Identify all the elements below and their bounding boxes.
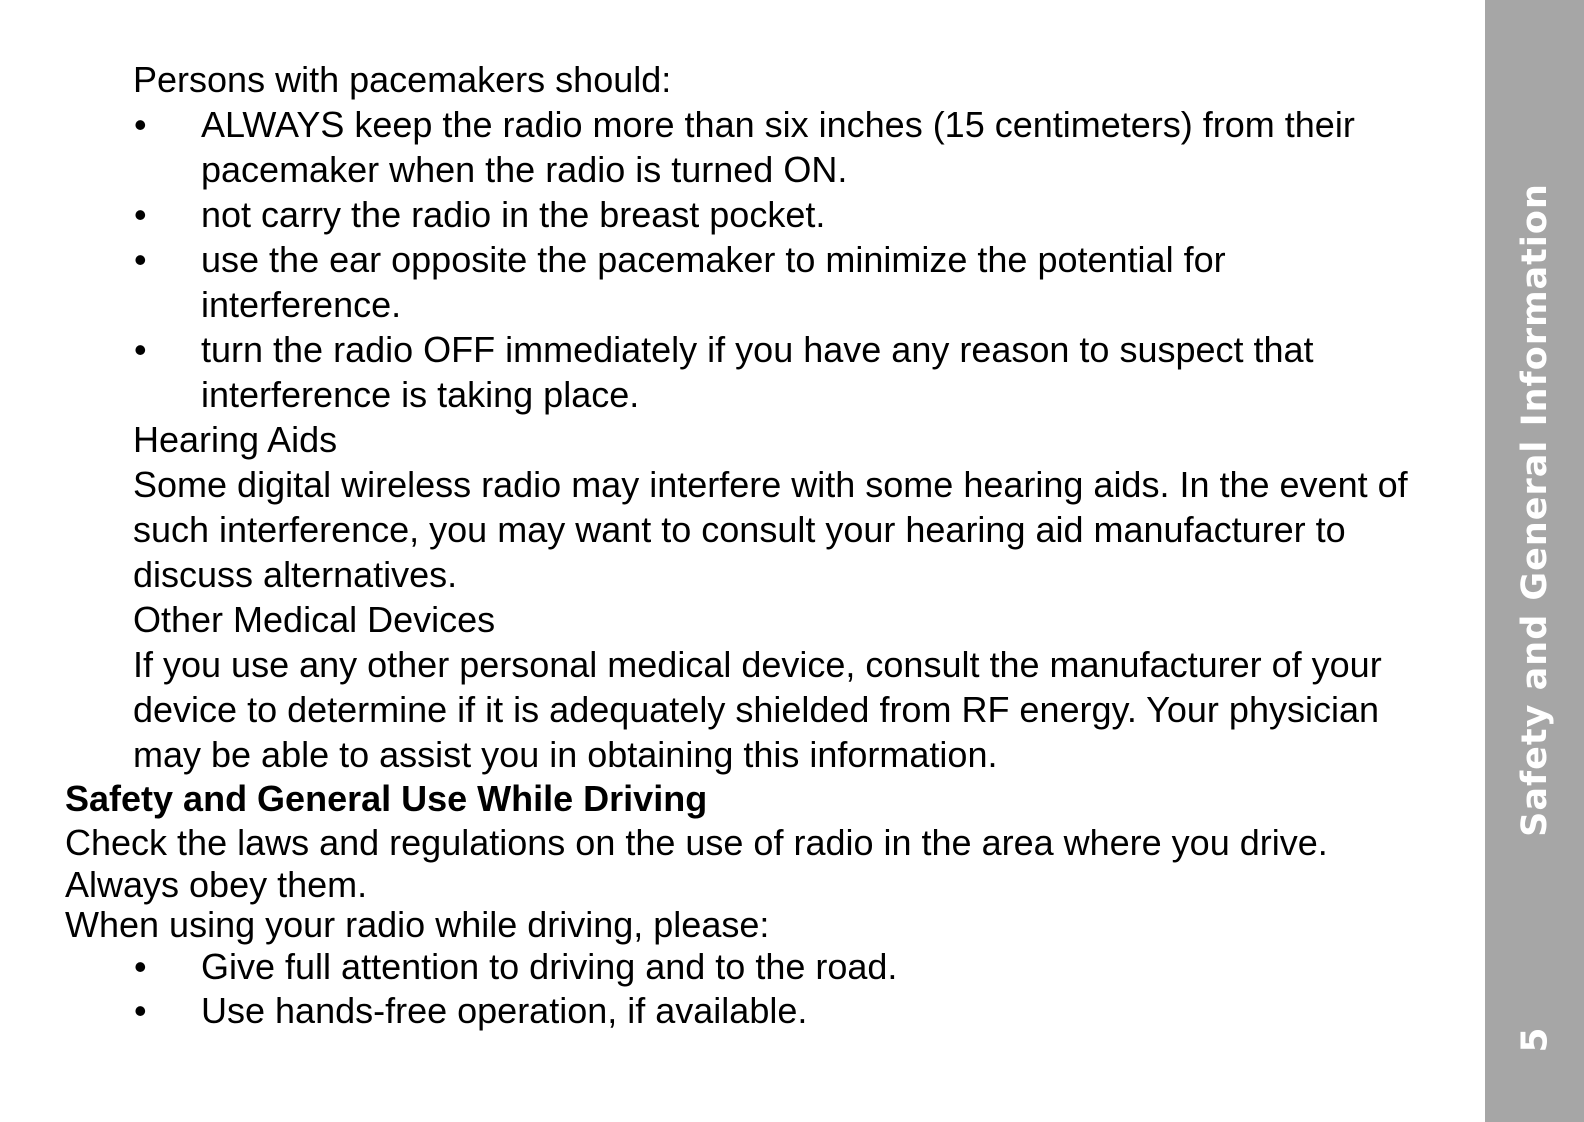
bullet-marker: • xyxy=(134,990,147,1031)
pacemaker-bullet-3-line-1: use the ear opposite the pacemaker to minimize the potential for xyxy=(201,239,1226,280)
bullet-marker: • xyxy=(134,104,147,145)
driving-bullet-1: Give full attention to driving and to the road. xyxy=(201,946,898,987)
other-devices-line-1: If you use any other personal medical device, consult the manufacturer of your xyxy=(133,644,1382,685)
section-side-tab xyxy=(1485,0,1584,1122)
bullet-marker: • xyxy=(134,329,147,370)
other-devices-line-3: may be able to assist you in obtaining this information. xyxy=(133,734,998,775)
pacemaker-bullet-3-line-2: interference. xyxy=(201,284,402,325)
driving-line-2: Always obey them. xyxy=(65,864,368,905)
driving-line-1: Check the laws and regulations on the use of radio in the area where you drive. xyxy=(65,822,1328,863)
hearing-aids-line-1: Some digital wireless radio may interfere with some hearing aids. In the event of xyxy=(133,464,1408,505)
bullet-marker: • xyxy=(134,194,147,235)
bullet-marker: • xyxy=(134,946,147,987)
driving-heading: Safety and General Use While Driving xyxy=(65,778,708,819)
other-devices-heading: Other Medical Devices xyxy=(133,599,496,640)
section-tab-title: Safety and General Information xyxy=(1515,183,1555,837)
page-number: 5 xyxy=(1514,1027,1556,1053)
other-devices-line-2: device to determine if it is adequately shielded from RF energy. Your physician xyxy=(133,689,1380,730)
driving-intro: When using your radio while driving, please: xyxy=(65,904,770,945)
pacemaker-bullet-4-line-1: turn the radio OFF immediately if you have any reason to suspect that xyxy=(201,329,1314,370)
pacemaker-bullet-1-line-2: pacemaker when the radio is turned ON. xyxy=(201,149,848,190)
pacemaker-bullet-2-line-1: not carry the radio in the breast pocket. xyxy=(201,194,826,235)
hearing-aids-line-2: such interference, you may want to consult your hearing aid manufacturer to xyxy=(133,509,1346,550)
pacemaker-bullet-4-line-2: interference is taking place. xyxy=(201,374,640,415)
pacemakers-intro: Persons with pacemakers should: xyxy=(133,59,672,100)
driving-bullet-2: Use hands-free operation, if available. xyxy=(201,990,808,1031)
hearing-aids-line-3: discuss alternatives. xyxy=(133,554,458,595)
bullet-marker: • xyxy=(134,239,147,280)
hearing-aids-heading: Hearing Aids xyxy=(133,419,338,460)
pacemaker-bullet-1-line-1: ALWAYS keep the radio more than six inches (15 centimeters) from their xyxy=(201,104,1355,145)
